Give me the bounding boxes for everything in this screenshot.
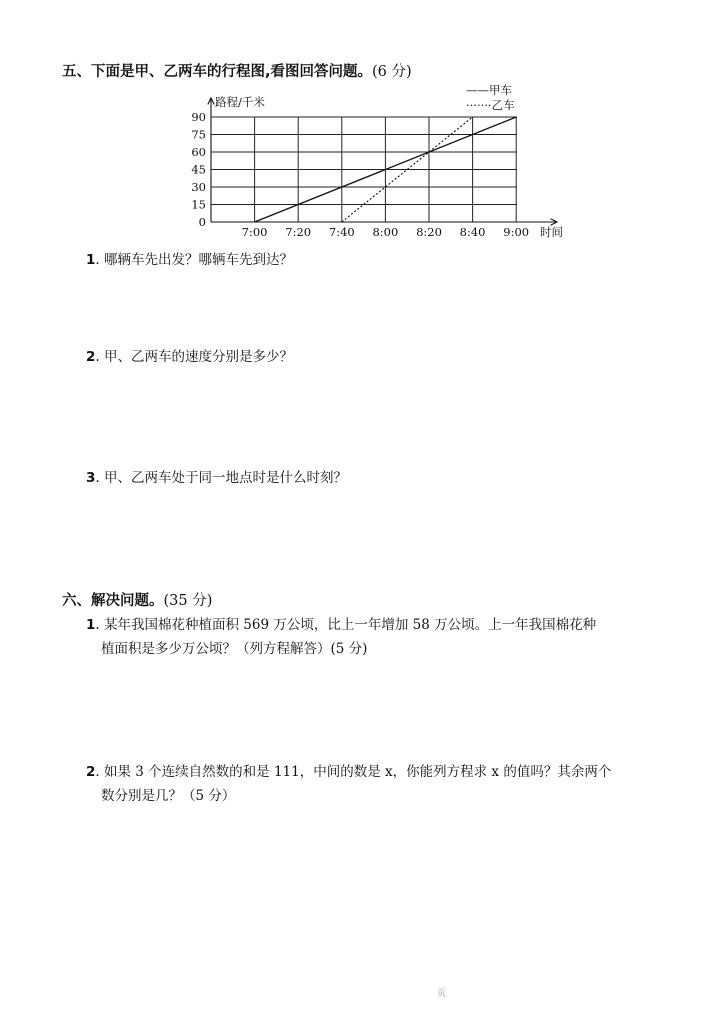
question-text: . 如果 3 个连续自然数的和是 111，中间的数是 x，你能列方程求 x 的值吗？其余两个	[95, 764, 612, 780]
section-5-title-text: 五、下面是甲、乙两车的行程图,看图回答问题。	[62, 64, 373, 80]
question-5-2	[86, 345, 293, 365]
question-text: 数分别是几？（5 分）	[101, 788, 236, 804]
question-text: . 甲、乙两车处于同一地点时是什么时刻？	[95, 470, 347, 486]
section-6-points: (35 分)	[163, 593, 213, 609]
y-tick-label: 15	[191, 197, 206, 212]
x-tick-label: 8:00	[372, 225, 399, 239]
question-5-3	[86, 466, 347, 486]
question-number: 2	[86, 349, 96, 365]
question-6-2-line-2	[101, 784, 235, 804]
question-number: 1	[86, 617, 96, 633]
chart-tick-labels	[191, 110, 529, 239]
y-tick-label: 60	[191, 145, 206, 159]
section-6-title	[62, 589, 212, 610]
y-tick-label: 0	[198, 215, 206, 229]
question-text: . 某年我国棉花种植面积 569 万公顷，比上一年增加 58 万公顷。上一年我国棉花种	[95, 617, 597, 633]
question-number: 2	[86, 764, 96, 780]
y-tick-label: 45	[191, 162, 206, 177]
x-tick-label: 9:00	[503, 225, 530, 239]
y-tick-label: 75	[191, 127, 206, 142]
question-5-1	[86, 248, 293, 268]
question-6-1-line-2	[101, 637, 367, 657]
question-6-1-line-1	[86, 613, 596, 633]
section-5-points: (6 分)	[372, 64, 412, 80]
y-tick-label: 30	[191, 180, 206, 194]
question-number: 3	[86, 470, 96, 486]
question-text: . 甲、乙两车的速度分别是多少？	[95, 349, 293, 365]
x-tick-label: 7:40	[328, 225, 355, 239]
x-tick-label: 8:20	[416, 225, 442, 239]
legend-yi: ·······乙车	[466, 98, 515, 112]
question-6-2-line-1	[86, 760, 611, 780]
question-text: . 哪辆车先出发？哪辆车先到达？	[95, 252, 293, 268]
x-tick-label: 7:20	[285, 225, 312, 239]
question-text: 植面积是多少万公顷？（列方程解答）(5 分)	[101, 641, 368, 657]
page-mark: 页	[437, 989, 447, 999]
section-6-title-text: 六、解决问题。	[62, 593, 164, 609]
x-axis-label: 时间	[540, 225, 563, 239]
legend-jia: ——甲车	[466, 83, 512, 97]
page-footer	[437, 986, 446, 999]
question-number: 1	[86, 252, 96, 268]
chart-grid	[211, 117, 517, 222]
travel-chart	[0, 0, 720, 250]
x-tick-label: 8:40	[459, 225, 486, 239]
x-tick-label: 7:00	[241, 225, 268, 239]
y-tick-label: 90	[191, 110, 206, 124]
y-axis-label: 路程/千米	[215, 95, 265, 109]
